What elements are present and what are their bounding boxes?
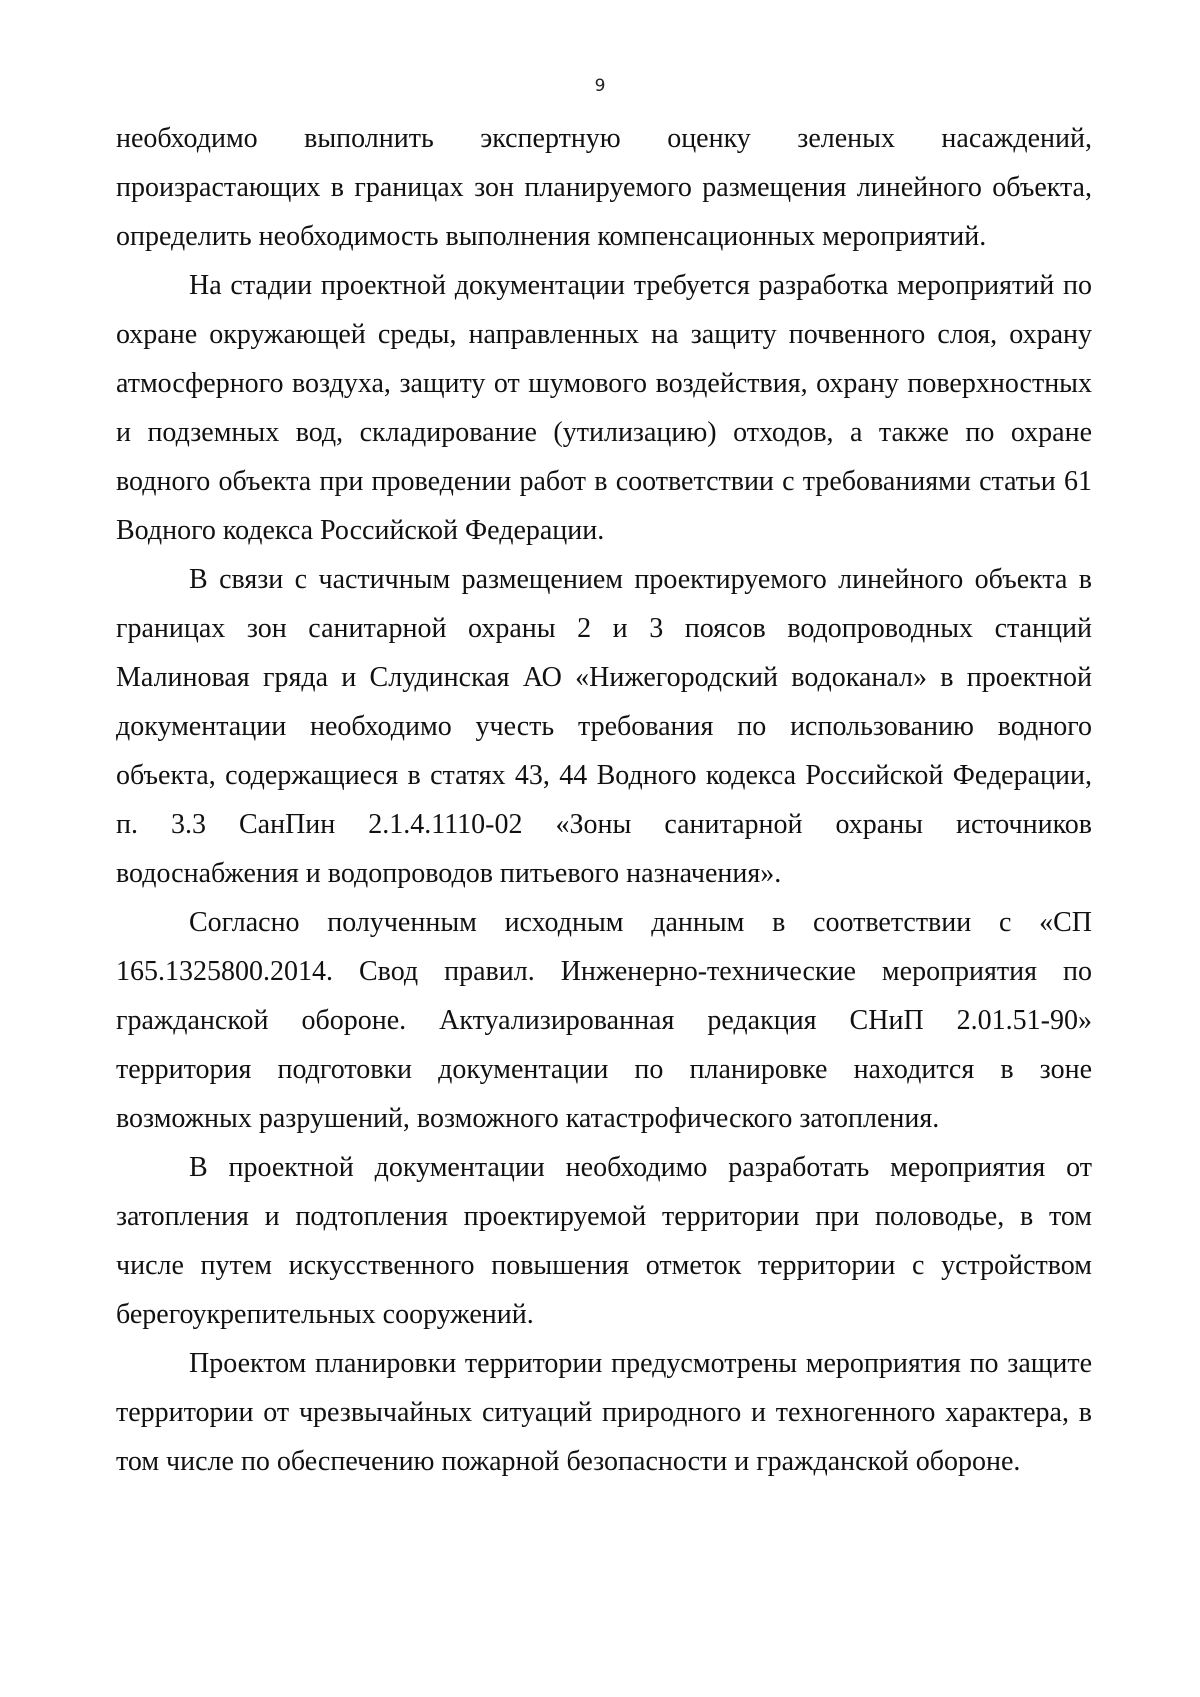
paragraph: На стадии проектной документации требуется разработка мероприятий по охране окружающей среды, направленных на защиту почвенного слоя, охрану атмосферного воздуха, защиту от шумового воздействия, охрану поверхностных и подземных вод, складирование (утилизацию) отходов, а также по охране водного объекта при проведении работ в соответствии с требованиями статьи 61 Водного кодекса Российской Федерации.	[116, 270, 1092, 546]
paragraph: необходимо выполнить экспертную оценку зеленых насаждений, произрастающих в границах зон планируемого размещения линейного объекта, определить необходимость выполнения компенсационных мероприятий.	[116, 123, 1092, 252]
paragraph: Согласно полученным исходным данным в соответствии с «СП 165.1325800.2014. Свод правил. Инженерно-технические мероприятия по гражданской обороне. Актуализированная редакция СНиП 2.01.51-90» территория подготовки документации по планировке находится в зоне возможных разрушений, возможного катастрофического затопления.	[116, 907, 1092, 1134]
paragraph: В связи с частичным размещением проектируемого линейного объекта в границах зон санитарной охраны 2 и 3 поясов водопроводных станций Малиновая гряда и Слудинская АО «Нижегородский водоканал» в проектной документации необходимо учесть требования по использованию водного объекта, содержащиеся в статях 43, 44 Водного кодекса Российской Федерации, п. 3.3 СанПин 2.1.4.1110-02 «Зоны санитарной охраны источников водоснабжения и водопроводов питьевого назначения».	[116, 564, 1092, 889]
document-body	[116, 114, 1092, 1486]
page-number: 9	[594, 76, 606, 96]
paragraph: Проектом планировки территории предусмотрены мероприятия по защите территории от чрезвычайных ситуаций природного и техногенного характера, в том числе по обеспечению пожарной безопасности и гражданской обороне.	[116, 1348, 1092, 1477]
paragraph: В проектной документации необходимо разработать мероприятия от затопления и подтопления проектируемой территории при половодье, в том числе путем искусственного повышения отметок территории с устройством берегоукрепительных сооружений.	[116, 1152, 1092, 1330]
